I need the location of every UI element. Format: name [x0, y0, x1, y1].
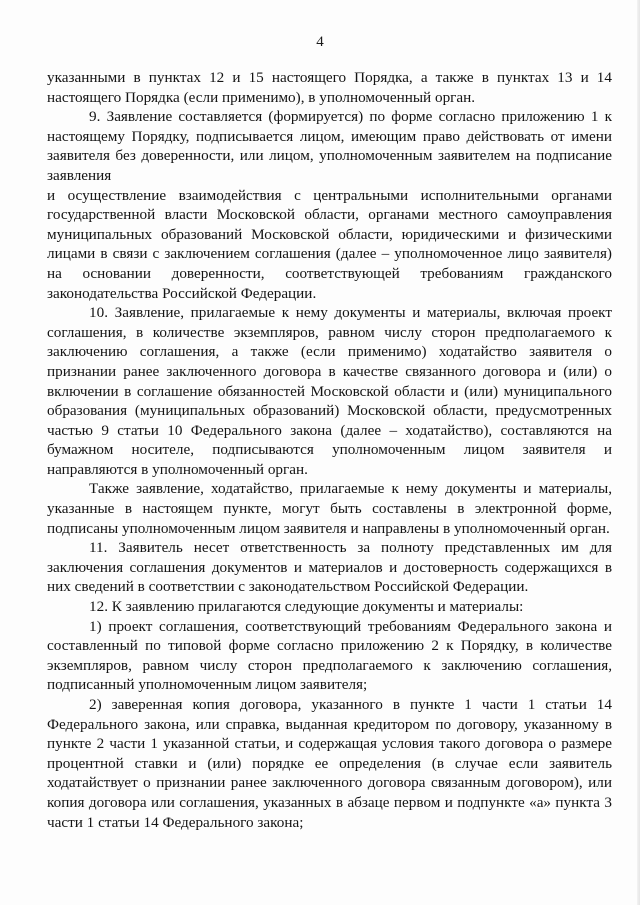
paragraph-item-10-electronic: Также заявление, ходатайство, прилагаемые к нему документы и материалы, указанные в настоящем пункте, могут быть составлены в электронной форме, подписаны уполномоченным лицом заявителя и направлены в уполномоченный орган.	[47, 480, 612, 537]
paragraph-item-12: 12. К заявлению прилагаются следующие документы и материалы:	[89, 598, 524, 616]
paragraph-continuation: указанными в пунктах 12 и 15 настоящего Порядка, а также в пунктах 13 и 14 настоящего Порядка (если применимо), в уполномоченный орган.	[47, 69, 612, 106]
paragraph-item-12-2: 2) заверенная копия договора, указанного в пункте 1 части 1 статьи 14 Федерального закона, или справка, выданная кредитором по договору, указанному в пункте 2 части 1 указанной статьи, и содержащая условия такого договора о размере процентной ставки и (или) порядке ее определения (в случае если заявитель ходатайствует о признании ранее заключенного договора связанным договором), или копия договора или соглашения, указанных в абзаце первом и подпункте «а» пункта 3 части 1 статьи 14 Федерального закона;	[47, 696, 612, 831]
page-number: 4	[316, 34, 324, 50]
paragraph-item-12-1: 1) проект соглашения, соответствующий требованиям Федерального закона и составленный по типовой форме согласно приложению 2 к Порядку, в количестве экземпляров, равном числу сторон предполагаемого к заключению соглашения, подписанный уполномоченным лицом заявителя;	[47, 617, 612, 694]
paragraph-item-11: 11. Заявитель несет ответственность за полноту представленных им для заключения соглашения документов и материалов и достоверность содержащихся в них сведений в соответствии с законодательством Российской Федерации.	[47, 539, 612, 596]
paragraph-item-9: 9. Заявление составляется (формируется) по форме согласно приложению 1 к настоящему Порядку, подписывается лицом, имеющим право действовать от имени заявителя без доверенности, или лицом, уполномоченным заявителем на подписание заявления	[47, 108, 612, 184]
paragraph-item-9-continuation: и осуществление взаимодействия с центральными исполнительными органами государственной власти Московской области, органами местного самоуправления муниципальных образований Московской области, юридическими и физическими лицами в связи с заключением соглашения (далее – уполномоченное лицо заявителя) на основании доверенности, соответствующей требованиям гражданского законодательства Российской Федерации.	[47, 186, 612, 302]
document-body	[47, 68, 612, 832]
paragraph-item-10: 10. Заявление, прилагаемые к нему документы и материалы, включая проект соглашения, в количестве экземпляров, равном числу сторон предполагаемого к заключению соглашения, а также (если применимо) ходатайство заявителя о признании ранее заключенного договора в качестве связанного договора и (или) о включении в соглашение обязанностей Московской области и (или) муниципального образования (муниципальных образований) Московской области, предусмотренных частью 9 статьи 10 Федерального закона (далее – ходатайство), составляются на бумажном носителе, подписываются уполномоченным лицом заявителя и направляются в уполномоченный орган.	[47, 304, 612, 478]
